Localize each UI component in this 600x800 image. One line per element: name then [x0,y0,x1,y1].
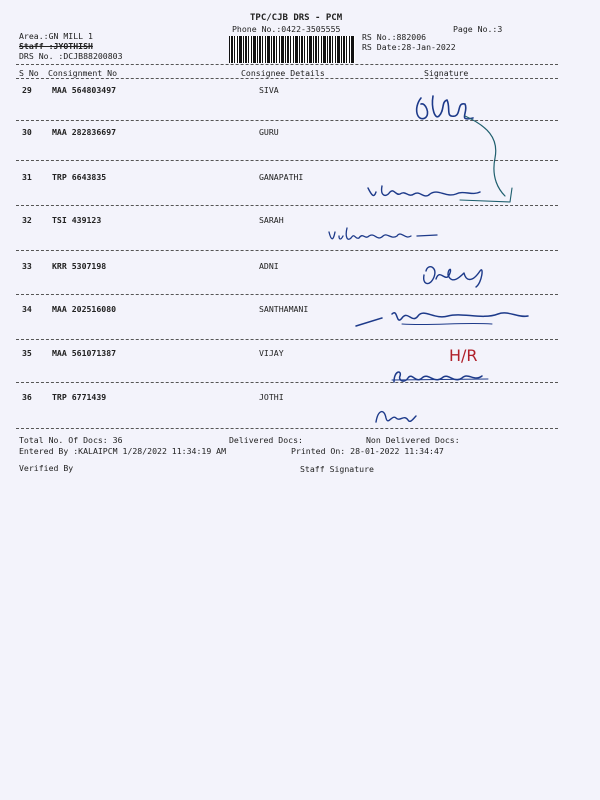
staff-label: Staff :JYOTHISH [19,41,93,51]
row-consignee: SIVA [259,85,279,95]
rs-number: RS No.:882006 [362,32,427,42]
verified-by: Verified By [19,463,74,473]
row-consignee: JOTHI [259,392,284,402]
document-title: TPC/CJB DRS - PCM [250,13,343,23]
row-consignee: GANAPATHI [259,172,304,182]
row-consignee: SANTHAMANI [259,304,309,314]
entered-by: Entered By :KALAIPCM 1/28/2022 11:34:19 AM [19,446,227,456]
signature-row-31 [360,178,520,228]
page-number: Page No.:3 [453,24,503,34]
row-consignee: VIJAY [259,348,284,358]
column-consignee: Consignee Details [241,68,325,78]
row-consignment: TSI 439123 [52,215,102,225]
rs-date: RS Date:28-Jan-2022 [362,42,456,52]
row-divider [16,339,558,340]
delivered-docs: Delivered Docs: [229,435,303,445]
signature-row-32 [325,222,445,250]
column-sno: S No [19,68,39,78]
staff-signature-label: Staff Signature [300,464,374,474]
handwritten-hr-mark: H/R [449,346,478,365]
row-sno: 34 [22,304,32,314]
row-consignment: KRR 5307198 [52,261,107,271]
row-consignment: TRP 6771439 [52,392,107,402]
signature-row-33 [418,255,498,295]
row-consignment: TRP 6643835 [52,172,107,182]
row-divider [16,250,558,251]
signature-row-36 [370,400,420,430]
phone-number: Phone No.:0422-3505555 [232,24,341,34]
row-consignment: MAA 564803497 [52,85,117,95]
row-sno: 30 [22,127,32,137]
row-consignment: MAA 202516080 [52,304,117,314]
row-sno: 31 [22,172,32,182]
area-label: Area.:GN MILL 1 [19,31,93,41]
row-sno: 36 [22,392,32,402]
row-consignee: SARAH [259,215,284,225]
column-signature: Signature [424,68,469,78]
signature-row-35 [388,362,498,390]
total-docs: Total No. Of Docs: 36 [19,435,123,445]
row-sno: 33 [22,261,32,271]
row-sno: 35 [22,348,32,358]
row-divider [16,428,558,429]
row-consignee: ADNI [259,261,279,271]
row-consignment: MAA 282836697 [52,127,117,137]
column-consignment: Consignment No [48,68,118,78]
drs-number: DRS No. :DCJB88200803 [19,51,123,61]
row-consignee: GURU [259,127,279,137]
row-consignment: MAA 561071387 [52,348,117,358]
signature-row-34 [352,296,532,336]
non-delivered-docs: Non Delivered Docs: [366,435,460,445]
barcode [229,36,355,63]
row-sno: 29 [22,85,32,95]
row-sno: 32 [22,215,32,225]
header-divider [16,64,558,65]
printed-on: Printed On: 28-01-2022 11:34:47 [291,446,444,456]
